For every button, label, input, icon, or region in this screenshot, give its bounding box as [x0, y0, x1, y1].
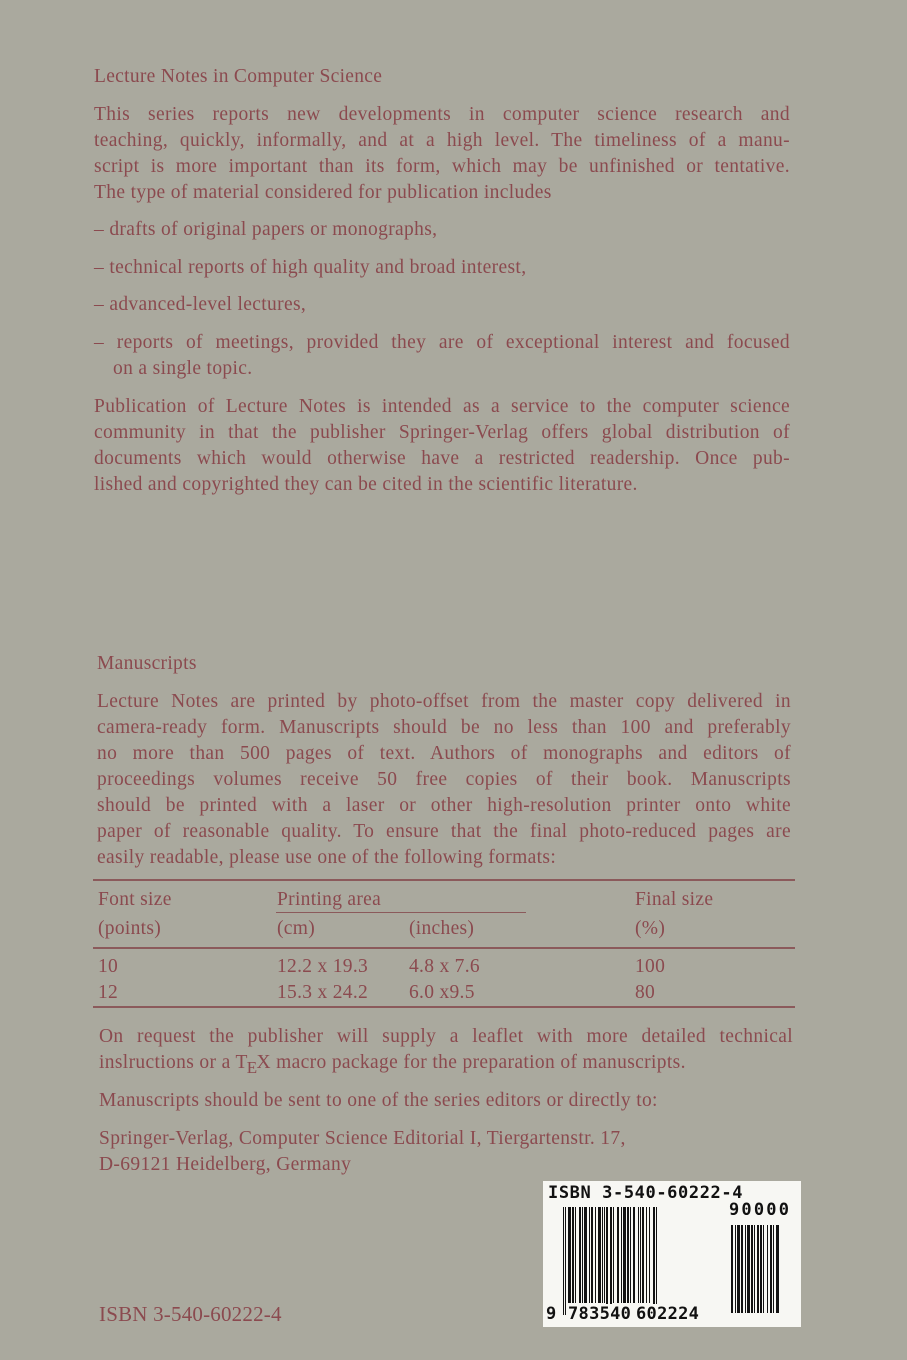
barcode-bar [565, 1207, 566, 1315]
manuscripts-line: camera-ready form. Manuscripts should be no less than 100 and preferably [97, 717, 791, 738]
barcode-bar [760, 1225, 762, 1313]
header-printing-area: Printing area [277, 889, 382, 910]
manuscripts-heading: Manuscripts [97, 653, 197, 674]
barcode-addon-bars [731, 1225, 797, 1313]
manuscripts-line: proceedings volumes receive 50 free copies of their book. Manuscripts [97, 769, 791, 790]
barcode-bar [751, 1225, 753, 1313]
barcode-bar [606, 1207, 608, 1315]
intro-line: The type of material considered for publication includes [94, 182, 552, 203]
table-header-rule [93, 947, 795, 949]
barcode-bar [623, 1207, 626, 1303]
barcode-bar [745, 1225, 746, 1313]
request-text-b: X macro package for the preparation of manuscripts. [256, 1052, 686, 1073]
barcode-bar [627, 1207, 629, 1303]
barcode-bar [589, 1207, 590, 1303]
header-font-size: Font size [98, 889, 172, 910]
header-cm: (cm) [277, 918, 316, 939]
barcode-bar [649, 1207, 650, 1303]
barcode-bar [754, 1225, 755, 1313]
barcode-bar [579, 1207, 581, 1303]
publication-line: Publication of Lecture Notes is intended as a service to the computer science [94, 396, 790, 417]
barcode-bar [642, 1207, 644, 1303]
barcode [543, 1181, 801, 1327]
send-line: Manuscripts should be sent to one of the series editors or directly to: [99, 1090, 658, 1111]
list-item: – drafts of original papers or monographs, [94, 219, 438, 240]
barcode-bar [767, 1225, 768, 1313]
barcode-bar [575, 1207, 576, 1303]
barcode-bar [640, 1207, 641, 1303]
barcode-addon-text: 90000 [729, 1200, 792, 1220]
cell-font: 10 [98, 956, 119, 977]
barcode-bar [630, 1207, 631, 1303]
barcode-bar [656, 1207, 657, 1315]
cell-cm: 15.3 x 24.2 [277, 982, 369, 1003]
list-item-continuation: on a single topic. [113, 358, 253, 379]
isbn-footer: ISBN 3-540-60222-4 [99, 1302, 282, 1326]
tex-e-subscript: E [246, 1058, 258, 1077]
barcode-ean-first: 9 [546, 1304, 557, 1324]
barcode-bar [646, 1207, 647, 1303]
publication-line: community in that the publisher Springer-Verlag offers global distribution of [94, 422, 790, 443]
barcode-bar [617, 1207, 619, 1303]
list-item: – advanced-level lectures, [94, 294, 307, 315]
list-item: – reports of meetings, provided they are of exceptional interest and focused [94, 332, 790, 353]
barcode-bar [770, 1225, 772, 1313]
address-line: Springer-Verlag, Computer Science Editorial I, Tiergartenstr. 17, [99, 1128, 626, 1149]
publication-line: lished and copyrighted they can be cited in the scientific literature. [94, 474, 638, 495]
barcode-ean-left: 783540 [568, 1304, 632, 1324]
barcode-bar [613, 1207, 614, 1303]
intro-line: This series reports new developments in computer science research and [94, 104, 790, 125]
barcode-bar [773, 1225, 774, 1313]
barcode-bar [621, 1207, 622, 1303]
barcode-bar [763, 1225, 764, 1313]
barcode-bar [638, 1207, 639, 1303]
barcode-bar [610, 1207, 612, 1315]
barcode-bar [735, 1225, 736, 1313]
barcode-bar [741, 1225, 743, 1313]
intro-line: teaching, quickly, informally, and at a high level. The timeliness of a manu- [94, 130, 790, 151]
printing-area-rule [276, 912, 526, 913]
header-final-size: Final size [635, 889, 714, 910]
barcode-ean-right: 602224 [636, 1304, 700, 1324]
barcode-bar [563, 1207, 564, 1315]
address-line: D-69121 Heidelberg, Germany [99, 1154, 352, 1175]
barcode-bar [747, 1225, 750, 1313]
barcode-bar [582, 1207, 583, 1303]
intro-line: script is more important than its form, which may be unfinished or tentative. [94, 156, 790, 177]
barcode-bar [598, 1207, 601, 1303]
manuscripts-line: Lecture Notes are printed by photo-offset from the master copy delivered in [97, 691, 791, 712]
manuscripts-line: should be printed with a laser or other high-resolution printer onto white [97, 795, 791, 816]
barcode-bar [572, 1207, 574, 1303]
list-item: – technical reports of high quality and broad interest, [94, 257, 527, 278]
barcode-bar [604, 1207, 605, 1303]
cell-font: 12 [98, 982, 119, 1003]
barcode-bar [568, 1207, 571, 1303]
manuscripts-line: easily readable, please use one of the following formats: [97, 847, 557, 868]
barcode-bar [776, 1225, 779, 1313]
manuscripts-line: no more than 500 pages of text. Authors of monographs and editors of [97, 743, 791, 764]
barcode-bar [602, 1207, 603, 1303]
barcode-bar [757, 1225, 759, 1313]
header-final-size-unit: (%) [635, 918, 666, 939]
cell-inches: 6.0 x9.5 [409, 982, 475, 1003]
publication-line: documents which would otherwise have a restricted readership. Once pub- [94, 448, 790, 469]
barcode-main-bars [563, 1207, 705, 1315]
table-bottom-rule [93, 1006, 795, 1008]
barcode-isbn-text: ISBN 3-540-60222-4 [548, 1183, 744, 1203]
barcode-bar [737, 1225, 740, 1313]
barcode-bar [653, 1207, 655, 1315]
request-line: On request the publisher will supply a leaflet with more detailed technical [99, 1026, 793, 1047]
request-text-a: inslructions or a T [99, 1052, 248, 1073]
table-top-rule [93, 879, 795, 881]
header-inches: (inches) [409, 918, 475, 939]
cell-final: 80 [635, 982, 656, 1003]
barcode-bar [731, 1225, 733, 1313]
cell-inches: 4.8 x 7.6 [409, 956, 480, 977]
barcode-bar [595, 1207, 596, 1303]
barcode-bar [633, 1207, 635, 1303]
manuscripts-line: paper of reasonable quality. To ensure that the final photo-reduced pages are [97, 821, 791, 842]
series-title: Lecture Notes in Computer Science [94, 66, 383, 87]
header-font-size-unit: (points) [98, 918, 162, 939]
cell-cm: 12.2 x 19.3 [277, 956, 369, 977]
request-line-tex [99, 1052, 686, 1077]
cell-final: 100 [635, 956, 666, 977]
barcode-bar [591, 1207, 593, 1303]
barcode-bar [584, 1207, 587, 1303]
